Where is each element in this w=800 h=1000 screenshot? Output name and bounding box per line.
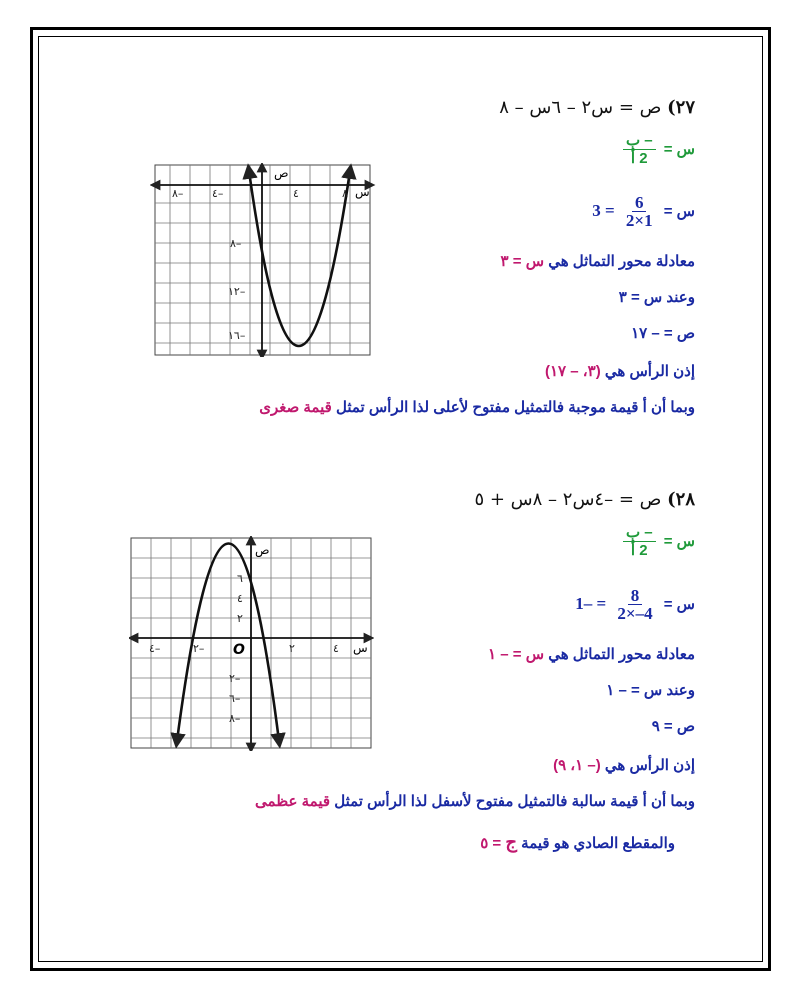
axis-label: معادلة محور التماثل هي: [548, 253, 695, 270]
intercept-var: ج: [505, 832, 517, 852]
problem28-axis: [488, 645, 695, 663]
x-denominator: 4–×2: [617, 604, 653, 623]
conclusion-text: وبما أن أ قيمة موجبة فالتمثيل مفتوح لأعلى لذا الرأس تمثل: [335, 399, 695, 416]
problem28-vertex: [553, 756, 695, 774]
graph27-ytick: ٨–: [230, 237, 242, 250]
conclusion-text: وبما أن أ قيمة سالبة فالتمثيل مفتوح لأسفل لذا الرأس تمثل: [334, 793, 695, 810]
graph27-xtick: ٤: [293, 187, 299, 200]
formula-numerator: – ب: [623, 524, 656, 542]
formula-lhs: س =: [663, 532, 695, 550]
graph28-xtick: ٢–: [193, 642, 205, 655]
problem28-number: ٢٨): [667, 489, 695, 510]
formula-fraction: [623, 132, 656, 168]
x-denominator: 1×2: [625, 211, 653, 230]
problem28-x-calc: [575, 587, 695, 623]
graph28-origin-label: O: [233, 642, 245, 658]
formula-denominator: 2 أ: [630, 150, 648, 167]
conclusion-value: قيمة عظمى: [255, 793, 331, 810]
graph28-x-label: س: [353, 641, 368, 655]
graph27-xtick: ٨–: [172, 187, 184, 200]
problem27-header: [499, 97, 695, 118]
x-result: = –1: [575, 593, 607, 613]
x-lhs: س =: [663, 202, 695, 220]
graph28-xtick: ٤–: [149, 642, 161, 655]
graph28-y-label: ص: [255, 543, 270, 557]
formula-lhs: س =: [663, 140, 695, 158]
problem28-intercept: [480, 832, 675, 853]
graph28-ytick: ٢: [237, 612, 243, 625]
graph28-xtick: ٢: [289, 642, 295, 655]
problem27-equation: ص = س٢ – ٦س – ٨: [499, 97, 662, 118]
graph27-xtick: ٨: [342, 187, 348, 200]
x-lhs: س =: [663, 595, 695, 613]
x-numerator: 6: [632, 194, 647, 212]
problem27-when-x: وعند س = ٣: [618, 289, 695, 306]
vertex-value: (٣، – ١٧): [545, 363, 601, 380]
graph28-xtick: ٤: [333, 642, 339, 655]
graph28-ytick: ٦–: [229, 692, 241, 705]
graph27-xtick: ٤–: [212, 187, 224, 200]
graph27-ytick: ١٦–: [228, 329, 246, 342]
x-numerator: 8: [628, 587, 643, 605]
graph27-ytick: ١٢–: [228, 285, 246, 298]
graph28-ytick: ٦: [237, 572, 243, 585]
vertex-label: إذن الرأس هي: [604, 757, 695, 774]
graph27-x-label: س: [355, 185, 370, 199]
x-fraction: [614, 587, 655, 623]
problem27-x-calc: [592, 194, 695, 230]
x-result: = 3: [592, 200, 615, 220]
problem28-vertex-formula: [619, 524, 695, 560]
problem28-y-value: ص = ٩: [651, 718, 695, 735]
problem27-conclusion: [259, 398, 695, 416]
problem27-vertex-formula: [619, 132, 695, 168]
problem28-graph: [129, 536, 374, 751]
graph27-xtick: ٠: [250, 187, 256, 200]
vertex-label: إذن الرأس هي: [604, 363, 695, 380]
x-fraction: [623, 194, 656, 230]
problem27-number: ٢٧): [667, 97, 695, 118]
graph28-ytick: ٢–: [229, 672, 241, 685]
problem27-y-value: ص = – ١٧: [631, 325, 695, 342]
axis-value: س = ٣: [500, 253, 545, 270]
problem27-vertex: [545, 362, 695, 380]
graph27-y-label: ص: [274, 166, 289, 180]
formula-numerator: – ب: [623, 132, 656, 150]
conclusion-value: قيمة صغرى: [259, 399, 332, 416]
problem28-conclusion: [255, 792, 695, 810]
formula-denominator: 2 أ: [630, 542, 648, 559]
axis-value: س = – ١: [488, 646, 545, 663]
problem28-header: [474, 489, 695, 510]
vertex-value: (– ١، ٩): [553, 757, 601, 774]
intercept-value: = ٥: [480, 835, 502, 852]
graph28-ytick: ٨–: [229, 712, 241, 725]
problem28-equation: ص = –٤س٢ – ٨س + ٥: [474, 489, 662, 510]
formula-fraction: [623, 524, 656, 560]
intercept-label: والمقطع الصادي هو قيمة: [521, 835, 675, 852]
graph28-ytick: ٤: [237, 592, 243, 605]
problem27-graph: [150, 163, 376, 357]
problem27-axis: [501, 252, 695, 270]
problem28-when-x: وعند س = – ١: [606, 682, 695, 699]
axis-label: معادلة محور التماثل هي: [548, 646, 695, 663]
